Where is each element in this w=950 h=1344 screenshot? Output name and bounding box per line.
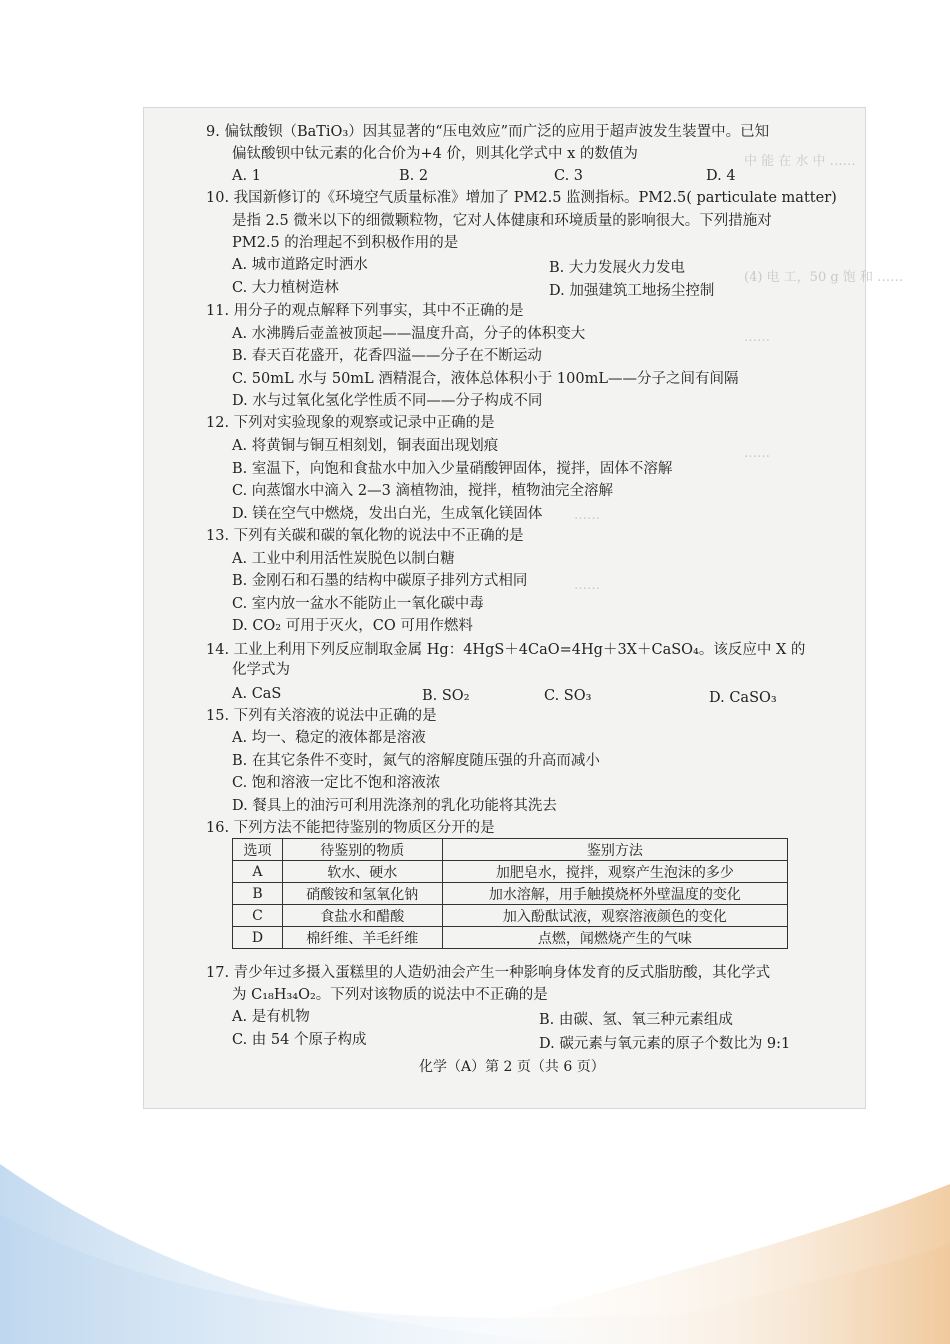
question-14-line-1: 14. 工业上利用下列反应制取金属 Hg：4HgS＋4CaO=4Hg＋3X＋CaSO₄。该反应中 X 的 — [206, 642, 806, 658]
question-9-line-1: 9. 偏钛酸钡（BaTiO₃）因其显著的“压电效应”而广泛的应用于超声波发生装置中。已知 — [206, 124, 770, 140]
question-17-line-1: 17. 青少年过多摄入蛋糕里的人造奶油会产生一种影响身体发育的反式脂肪酸，其化学式 — [206, 965, 771, 981]
question-10-option-d: D. 加强建筑工地扬尘控制 — [549, 283, 715, 299]
question-13-option-a: A. 工业中利用活性炭脱色以制白糖 — [232, 551, 455, 567]
question-9-option-c: C. 3 — [554, 168, 584, 184]
table-row — [233, 861, 788, 883]
question-14-option-b: B. SO₂ — [422, 688, 470, 704]
question-11-option-b: B. 春天百花盛开，花香四溢——分子在不断运动 — [232, 348, 542, 364]
question-14-line-2: 化学式为 — [232, 662, 290, 678]
table-cell: 软水、硬水 — [282, 861, 442, 883]
question-12-option-a: A. 将黄铜与铜互相刻划，铜表面出现划痕 — [232, 438, 499, 454]
question-10-line-2: 是指 2.5 微米以下的细微颗粒物，它对人体健康和环境质量的影响很大。下列措施对 — [232, 213, 772, 229]
bleed-through-text: …… — [744, 446, 770, 461]
bleed-through-text: …… — [744, 330, 770, 345]
question-11-option-d: D. 水与过氧化氢化学性质不同——分子构成不同 — [232, 393, 543, 409]
question-15-option-c: C. 饱和溶液一定比不饱和溶液浓 — [232, 775, 441, 791]
question-12-option-b: B. 室温下，向饱和食盐水中加入少量硝酸钾固体，搅拌，固体不溶解 — [232, 461, 673, 477]
question-10-line-1: 10. 我国新修订的《环境空气质量标准》增加了 PM2.5 监测指标。PM2.5( particulate matter) — [206, 190, 837, 206]
question-10-line-3: PM2.5 的治理起不到积极作用的是 — [232, 235, 459, 251]
bleed-through-text: …… — [574, 508, 600, 523]
question-12-line-1: 12. 下列对实验现象的观察或记录中正确的是 — [206, 415, 495, 431]
question-11-line-1: 11. 用分子的观点解释下列事实，其中不正确的是 — [206, 303, 524, 319]
bleed-through-text: 中 能 在 水 中 …… — [744, 154, 856, 169]
question-16-table — [232, 838, 788, 949]
question-17-option-c: C. 由 54 个原子构成 — [232, 1032, 367, 1048]
question-13-option-d: D. CO₂ 可用于灭火，CO 可用作燃料 — [232, 618, 473, 634]
table-cell: 加肥皂水，搅拌，观察产生泡沫的多少 — [442, 861, 787, 883]
question-11-option-a: A. 水沸腾后壶盖被顶起——温度升高，分子的体积变大 — [232, 326, 586, 342]
page-footer: 化学（A）第 2 页（共 6 页） — [419, 1059, 605, 1075]
question-14-option-c: C. SO₃ — [544, 688, 592, 704]
table-header-cell: 待鉴别的物质 — [282, 839, 442, 861]
table-cell: D — [233, 927, 283, 949]
question-9-option-b: B. 2 — [399, 168, 429, 184]
question-13-option-b: B. 金刚石和石墨的结构中碳原子排列方式相同 — [232, 573, 528, 589]
question-9-option-d: D. 4 — [706, 168, 736, 184]
bleed-through-text: (4) 电 工，50 g 饱 和 …… — [744, 270, 904, 285]
question-17-option-b: B. 由碳、氢、氧三种元素组成 — [539, 1012, 733, 1028]
question-17-line-2: 为 C₁₈H₃₄O₂。下列对该物质的说法中不正确的是 — [232, 987, 548, 1003]
question-15-option-d: D. 餐具上的油污可利用洗涤剂的乳化功能将其洗去 — [232, 798, 557, 814]
table-row — [233, 927, 788, 949]
table-cell: 食盐水和醋酸 — [282, 905, 442, 927]
table-header-cell: 鉴别方法 — [442, 839, 787, 861]
question-14-option-d: D. CaSO₃ — [709, 690, 777, 706]
question-17-option-a: A. 是有机物 — [232, 1009, 310, 1025]
question-9-option-a: A. 1 — [232, 168, 261, 184]
question-15-option-b: B. 在其它条件不变时，氮气的溶解度随压强的升高而减小 — [232, 753, 600, 769]
question-10-option-b: B. 大力发展火力发电 — [549, 260, 685, 276]
question-9-line-2: 偏钛酸钡中钛元素的化合价为+4 价，则其化学式中 x 的数值为 — [232, 146, 638, 162]
question-14-option-a: A. CaS — [232, 686, 282, 702]
table-cell: C — [233, 905, 283, 927]
table-cell: 加水溶解，用手触摸烧杯外壁温度的变化 — [442, 883, 787, 905]
exam-page-scan — [143, 107, 904, 1109]
question-15-option-a: A. 均一、稳定的液体都是溶液 — [232, 730, 426, 746]
question-10-option-a: A. 城市道路定时洒水 — [232, 257, 368, 273]
table-cell: B — [233, 883, 283, 905]
table-cell: 加入酚酞试液，观察溶液颜色的变化 — [442, 905, 787, 927]
bleed-through-text: …… — [574, 578, 600, 593]
question-13-option-c: C. 室内放一盆水不能防止一氧化碳中毒 — [232, 596, 484, 612]
table-header-cell: 选项 — [233, 839, 283, 861]
table-row — [233, 905, 788, 927]
table-row — [233, 883, 788, 905]
table-cell: 点燃，闻燃烧产生的气味 — [442, 927, 787, 949]
question-16-line-1: 16. 下列方法不能把待鉴别的物质区分开的是 — [206, 820, 495, 836]
question-10-option-c: C. 大力植树造林 — [232, 280, 339, 296]
question-12-option-c: C. 向蒸馏水中滴入 2—3 滴植物油，搅拌，植物油完全溶解 — [232, 483, 613, 499]
table-cell: A — [233, 861, 283, 883]
table-header-row — [233, 839, 788, 861]
table-cell: 棉纤维、羊毛纤维 — [282, 927, 442, 949]
question-12-option-d: D. 镁在空气中燃烧，发出白光，生成氧化镁固体 — [232, 506, 543, 522]
question-13-line-1: 13. 下列有关碳和碳的氧化物的说法中不正确的是 — [206, 528, 524, 544]
table-cell: 硝酸铵和氢氧化钠 — [282, 883, 442, 905]
question-17-option-d: D. 碳元素与氧元素的原子个数比为 9:1 — [539, 1036, 791, 1052]
question-15-line-1: 15. 下列有关溶液的说法中正确的是 — [206, 708, 437, 724]
question-11-option-c: C. 50mL 水与 50mL 酒精混合，液体总体积小于 100mL——分子之间有间隔 — [232, 371, 739, 387]
